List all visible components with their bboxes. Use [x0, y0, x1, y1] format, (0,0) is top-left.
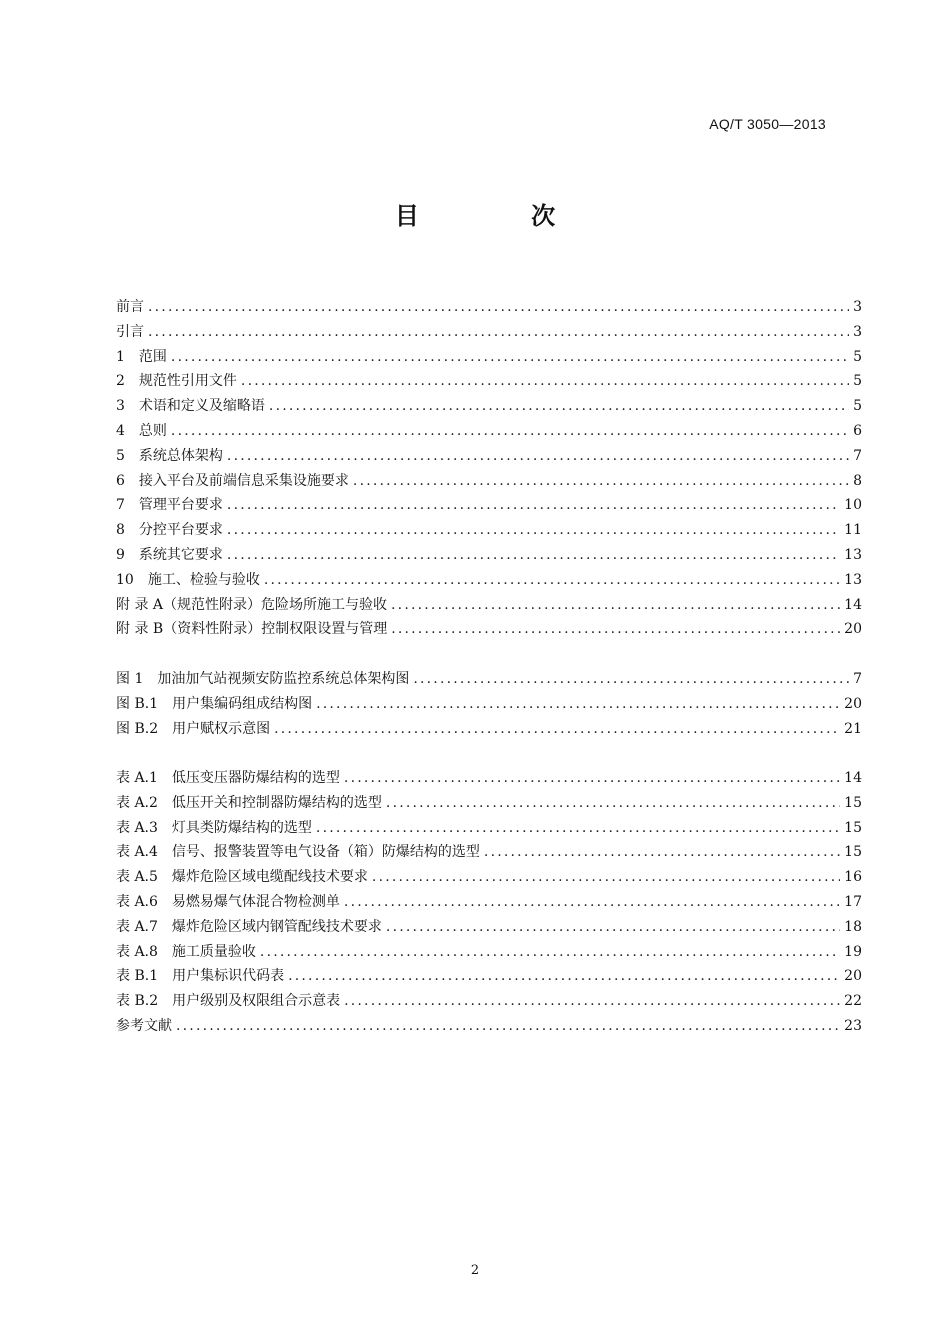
- toc-leader-dots: [391, 597, 840, 613]
- toc-leader-dots: [148, 299, 849, 315]
- toc-entry-label: 爆炸危险区域电缆配线技术要求: [171, 869, 368, 886]
- toc-entry-number: 图 B.1: [116, 695, 159, 712]
- toc-leader-dots: [241, 373, 849, 389]
- toc-entry-page: 17: [844, 893, 862, 910]
- toc-entry-title: [116, 470, 349, 490]
- toc-entry-number: 表 A.7: [116, 918, 158, 935]
- toc-leader-dots: [386, 919, 840, 935]
- toc-leader-dots: [344, 770, 840, 786]
- toc-entry-label: 用户赋权示意图: [172, 720, 271, 737]
- toc-entry-label: （规范性附录）危险场所施工与验收: [163, 596, 388, 613]
- toc-entry-page: 19: [844, 943, 862, 960]
- toc-entry[interactable]: [116, 718, 862, 743]
- standard-code: AQ/T 3050—2013: [709, 116, 826, 132]
- toc-entry-title: [116, 544, 223, 564]
- toc-entry-label: 用户集标识代码表: [172, 968, 285, 985]
- toc-entry-title: [116, 841, 480, 861]
- toc-entry-label: 范围: [138, 348, 167, 365]
- toc-entry-number: 图 B.2: [116, 720, 159, 737]
- toc-entry-title: [116, 1015, 172, 1035]
- toc-entry-number: 表 A.3: [116, 819, 158, 836]
- toc-entry-label: 施工、检验与验收: [147, 571, 260, 588]
- toc-entry-page: 14: [844, 596, 862, 613]
- toc-entry-number: 附 录 A: [116, 596, 164, 613]
- toc-entry-label: 易燃易爆气体混合物检测单: [171, 893, 340, 910]
- toc-entry-page: 13: [844, 571, 862, 588]
- toc-entry-label: （资料性附录）控制权限设置与管理: [163, 621, 388, 638]
- toc-entry[interactable]: [116, 916, 862, 941]
- toc-entry-title: [116, 965, 284, 985]
- toc-tables-section: [116, 767, 862, 1040]
- toc-entry-number: 表 A.8: [116, 943, 158, 960]
- toc-entry-title: [116, 618, 387, 638]
- toc-entry-label: 总则: [138, 422, 167, 439]
- toc-entry-title: [116, 346, 167, 366]
- toc-entry-label: 低压变压器防爆结构的选型: [171, 770, 340, 786]
- toc-entry-title: [116, 519, 223, 539]
- toc-entry-page: 18: [844, 918, 862, 935]
- toc-entry-page: 11: [844, 522, 862, 539]
- toc-entry[interactable]: [116, 990, 862, 1015]
- toc-entry-page: 3: [853, 323, 862, 340]
- toc-entry-page: 15: [844, 794, 862, 811]
- toc-entry-page: 5: [853, 348, 862, 365]
- toc-leader-dots: [171, 423, 849, 439]
- toc-entry-number: 表 B.2: [116, 993, 159, 1010]
- toc-entry[interactable]: [116, 445, 862, 470]
- toc-entry-title: [116, 792, 382, 812]
- toc-entry-number: 表 A.6: [116, 893, 158, 910]
- toc-entry-page: 14: [844, 770, 862, 786]
- toc-leader-dots: [316, 696, 840, 712]
- toc-entry-page: 10: [844, 497, 862, 514]
- toc-entry-title: [116, 916, 382, 936]
- toc-leader-dots: [269, 398, 849, 414]
- toc-entry[interactable]: [116, 420, 862, 445]
- toc-entry-page: 13: [844, 546, 862, 563]
- toc-entry-title: [116, 941, 256, 961]
- toc-entry-label: 灯具类防爆结构的选型: [171, 819, 312, 836]
- toc-entry-title: [116, 594, 387, 614]
- toc-entry[interactable]: [116, 494, 862, 519]
- toc-leader-dots: [372, 869, 840, 885]
- toc-entry-label: 参考文献: [116, 1017, 172, 1034]
- toc-entry-title: [116, 321, 144, 341]
- toc-entry-number: 图 1: [116, 671, 144, 687]
- toc-entry-number: 4: [116, 422, 125, 439]
- toc-entry-title: [116, 718, 270, 738]
- toc-entry-page: 22: [844, 993, 862, 1010]
- toc-entry-page: 23: [844, 1017, 862, 1034]
- toc-entry-label: 术语和定义及缩略语: [138, 398, 265, 415]
- toc-entry-number: 5: [116, 447, 125, 464]
- toc-entry[interactable]: [116, 693, 862, 718]
- toc-leader-dots: [353, 473, 849, 489]
- toc-entry[interactable]: [116, 618, 862, 643]
- toc-entry[interactable]: [116, 941, 862, 966]
- toc-entry-number: 表 A.4: [116, 844, 158, 861]
- toc-entry-page: 20: [844, 621, 862, 638]
- toc-leader-dots: [260, 944, 840, 960]
- toc-leader-dots: [386, 795, 840, 811]
- toc-entry[interactable]: [116, 891, 862, 916]
- toc-entry-label: 信号、报警装置等电气设备（箱）防爆结构的选型: [171, 844, 480, 861]
- toc-entry-title: [116, 891, 340, 911]
- page-title: 目 次: [394, 202, 608, 230]
- toc-entry-label: 施工质量验收: [171, 943, 256, 960]
- toc-leader-dots: [171, 349, 849, 365]
- toc-entry-label: 分控平台要求: [138, 522, 223, 539]
- toc-entry-number: 附 录 B: [116, 621, 164, 638]
- toc-entry-title: [116, 370, 237, 390]
- toc-leader-dots: [227, 497, 840, 513]
- toc-entry[interactable]: [116, 594, 862, 619]
- toc-entry-label: 低压开关和控制器防爆结构的选型: [171, 794, 382, 811]
- toc-entry[interactable]: [116, 395, 862, 420]
- toc-leader-dots: [227, 448, 849, 464]
- toc-entry-title: [116, 494, 223, 514]
- toc-entry-number: 2: [116, 373, 125, 390]
- toc-entry-page: 3: [853, 299, 862, 315]
- toc-main-section: [116, 296, 862, 643]
- toc-entry-title: [116, 866, 368, 886]
- toc-leader-dots: [288, 968, 840, 984]
- toc-entry[interactable]: [116, 370, 862, 395]
- toc-entry-page: 8: [853, 472, 862, 489]
- toc-entry-label: 爆炸危险区域内钢管配线技术要求: [171, 918, 382, 935]
- toc-entry-title: [116, 693, 312, 713]
- toc-leader-dots: [413, 671, 849, 687]
- toc-entry[interactable]: [116, 296, 862, 321]
- toc-entry-title: [116, 767, 340, 787]
- toc-entry[interactable]: [116, 1015, 862, 1040]
- toc-entry-title: [116, 296, 144, 316]
- toc-entry-label: 引言: [116, 323, 144, 340]
- page-number: 2: [470, 1263, 480, 1278]
- toc-entry-label: 系统总体架构: [138, 447, 223, 464]
- toc-entry-page: 20: [844, 968, 862, 985]
- toc-entry-page: 5: [853, 373, 862, 390]
- toc-entry-number: 3: [116, 398, 125, 415]
- toc-leader-dots: [484, 844, 840, 860]
- toc-entry[interactable]: [116, 841, 862, 866]
- toc-leader-dots: [227, 547, 840, 563]
- toc-entry-label: 系统其它要求: [138, 546, 223, 563]
- toc-entry-page: 7: [853, 671, 862, 687]
- toc-entry[interactable]: [116, 965, 862, 990]
- toc-entry[interactable]: [116, 817, 862, 842]
- toc-leader-dots: [391, 621, 840, 637]
- toc-entry-label: 接入平台及前端信息采集设施要求: [138, 472, 349, 489]
- toc-entry[interactable]: [116, 346, 862, 371]
- toc-entry-title: [116, 420, 167, 440]
- toc-entry-number: 表 A.2: [116, 794, 158, 811]
- toc-entry-title: [116, 569, 260, 589]
- toc-leader-dots: [176, 1018, 840, 1034]
- toc-entry[interactable]: [116, 470, 862, 495]
- toc-entry-number: 9: [116, 546, 125, 563]
- toc-entry[interactable]: [116, 792, 862, 817]
- toc-entry-number: 6: [116, 472, 125, 489]
- toc-entry-label: 规范性引用文件: [138, 373, 237, 390]
- toc-entry-page: 20: [844, 695, 862, 712]
- toc-entry-number: 7: [116, 497, 125, 514]
- toc-entry-title: [116, 395, 265, 415]
- toc-entry-number: 8: [116, 522, 125, 539]
- toc-entry[interactable]: [116, 767, 862, 792]
- toc-entry-title: [116, 445, 223, 465]
- toc-entry-label: 管理平台要求: [138, 497, 223, 514]
- toc-figures-section: [116, 668, 862, 742]
- toc-entry-label: 前言: [116, 299, 144, 315]
- toc-entry[interactable]: [116, 321, 862, 346]
- toc-entry-title: [116, 668, 409, 688]
- toc-entry-label: 加油加气站视频安防监控系统总体架构图: [157, 671, 410, 687]
- toc-entry-number: 10: [116, 571, 134, 588]
- toc-leader-dots: [316, 820, 840, 836]
- toc-leader-dots: [148, 324, 849, 340]
- toc-entry-number: 表 A.1: [116, 770, 158, 786]
- toc-entry-page: 15: [844, 819, 862, 836]
- toc-leader-dots: [274, 721, 840, 737]
- toc-entry-page: 15: [844, 844, 862, 861]
- toc-leader-dots: [344, 894, 840, 910]
- toc-leader-dots: [227, 522, 840, 538]
- toc-entry-number: 表 A.5: [116, 869, 158, 886]
- toc-entry[interactable]: [116, 866, 862, 891]
- toc-entry-label: 用户级别及权限组合示意表: [172, 993, 341, 1010]
- toc-entry[interactable]: [116, 519, 862, 544]
- toc-entry-page: 5: [853, 398, 862, 415]
- toc-entry[interactable]: [116, 544, 862, 569]
- toc-leader-dots: [344, 993, 840, 1009]
- toc-entry-page: 21: [844, 720, 862, 737]
- toc-entry[interactable]: [116, 569, 862, 594]
- toc-leader-dots: [264, 572, 840, 588]
- toc-entry-page: 16: [844, 869, 862, 886]
- toc-entry-title: [116, 990, 340, 1010]
- toc-entry-page: 6: [853, 422, 862, 439]
- toc-entry-number: 1: [116, 348, 125, 365]
- toc-entry[interactable]: [116, 668, 862, 693]
- toc-entry-page: 7: [853, 447, 862, 464]
- toc-entry-label: 用户集编码组成结构图: [172, 695, 313, 712]
- toc-entry-number: 表 B.1: [116, 968, 159, 985]
- toc-entry-title: [116, 817, 312, 837]
